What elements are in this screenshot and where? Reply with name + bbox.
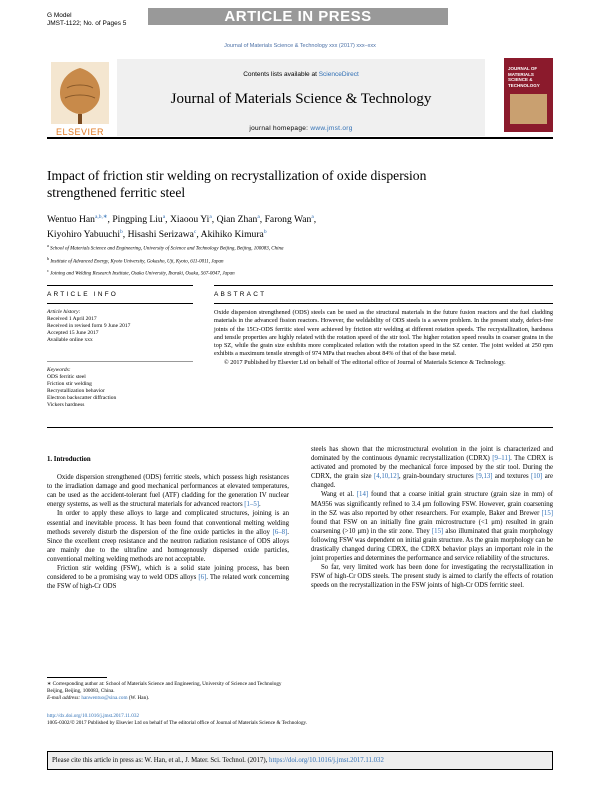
author-list	[47, 211, 467, 241]
keyword: Vickers hardness	[47, 402, 85, 408]
author-name[interactable]: Farong Wan	[264, 214, 312, 226]
citation-link[interactable]: [10]	[531, 473, 543, 481]
keyword: ODS ferritic steel	[47, 374, 86, 380]
keyword: Friction stir welding	[47, 381, 92, 387]
article-history	[47, 309, 193, 344]
paragraph	[47, 509, 289, 564]
affiliation-item	[47, 266, 517, 279]
paragraph-text: also illuminated that grain morphology following FSW was dependent on initial grain structure. As the grain morphology can be drastically changed during CDRX, the CDRX behavior plays an important role in the joint properties and determines the performance and service reliability of the structures.	[311, 527, 553, 563]
keyword: Electron backscatter diffraction	[47, 395, 117, 401]
author-name[interactable]: Kiyohiro Yabuuchi	[47, 229, 121, 241]
citation-prefix: Please cite this article in press as: W. Han, et al., J. Mater. Sci. Technol. (2017),	[52, 757, 270, 764]
keyword: Recrystallization behavior	[47, 388, 105, 394]
affiliation-text: Joining and Welding Research Institute, Osaka University, Ibaraki, Osaka, 567-0047, Japan	[50, 271, 235, 277]
author-name[interactable]: Akihiko Kimura	[200, 229, 264, 241]
email-note	[47, 695, 289, 702]
affiliation-text: School of Materials Science and Engineering, University of Science and Technology Beijing, Beijing, 100083, China	[50, 246, 284, 252]
model-label: G Model	[47, 12, 72, 19]
paragraph-text: found that a coarse initial grain structure (grain size in mm) of MA956 was significantly refined to 3.4 μm following FSW. However, grain coarsening in the SZ was also reported by other researchers. For example, Baker and Brewer	[311, 491, 554, 517]
abstract-body	[214, 309, 553, 367]
email-suffix: (W. Han).	[127, 695, 150, 701]
author-affiliation-marker[interactable]: a	[162, 214, 166, 220]
homepage-prefix: journal homepage:	[249, 125, 311, 132]
abstract-top-rule	[214, 285, 553, 286]
citation-box	[47, 751, 553, 770]
article-info-mid-rule	[47, 303, 193, 304]
affiliation-marker: a	[47, 243, 49, 248]
paragraph-text: are changed.	[311, 473, 554, 490]
author-affiliation-marker[interactable]: a,b,∗	[94, 214, 108, 220]
paragraph-text: , grain-boundary structures	[398, 473, 477, 481]
history-online: Available online xxx	[47, 337, 93, 343]
author-separator: ,	[107, 214, 113, 226]
author-name[interactable]: Xiaoou Yi	[169, 214, 210, 226]
paragraph-text: . Since the excellent creep resistance and the neutron radiation resistance of ODS alloys are mainly due to the ultrafine and homogenously dispersed oxide particles, conventional melting welding methods are not acceptable.	[47, 528, 289, 563]
footnote-rule	[47, 677, 107, 678]
affiliation-marker: b	[47, 255, 50, 261]
manuscript-id	[47, 12, 126, 28]
corresponding-author-note: ∗ Corresponding author at: School of Materials Science and Engineering, University of Science and Technology Beijing, Beijing, 100083, China.	[47, 681, 282, 694]
issn-copyright: 1005-0302/© 2017 Published by Elsevier Ltd on behalf of The editorial office of Journal of Materials Science & Technology.	[47, 720, 308, 726]
journal-title: Journal of Materials Science & Technology	[170, 91, 432, 107]
copyright-notice: © 2017 Published by Elsevier Ltd on behalf of The editorial office of Journal of Materials Science & Technology.	[224, 358, 506, 366]
citation-link[interactable]: [4,10,12]	[373, 473, 399, 481]
footnote	[47, 681, 289, 702]
paragraph-text: steels has shown that the microstructural evolution in the joint is characterized and dominated by the continuous dynamic recrystallization (CDRX)	[311, 446, 553, 463]
abstract-heading: ABSTRACT	[214, 291, 267, 298]
author-separator: ,	[122, 229, 128, 241]
citation-link[interactable]: [9–11]	[492, 455, 511, 463]
citation-link[interactable]: [15]	[541, 509, 553, 517]
citation-link[interactable]: [14]	[356, 491, 369, 499]
abstract-bottom-rule	[47, 427, 553, 428]
publisher-name: ELSEVIER	[55, 127, 105, 137]
email-label: E-mail address:	[47, 695, 82, 701]
article-info-heading: ARTICLE INFO	[47, 291, 119, 298]
title-line-1: Impact of friction stir welding on recrystallization of oxide dispersion	[47, 168, 427, 183]
author-affiliation-marker[interactable]: a	[209, 214, 212, 220]
paragraph-text: . The related work concerning the FSW of high-Cr ODS	[47, 574, 290, 591]
abstract-text: Oxide dispersion strengthened (ODS) steels can be used as the structural materials in the future fusion reactors and the fuel cladding materials in the advanced fission reactors. However, the weldability of ODS steels is a severe problem. In the present study, defect-free joints of the 15Cr-ODS ferritic steel were achieved by friction stir welding at different rotation speeds. The recrystallization, hardness and tensile properties are highly related with the rotation speed of the stir tool. The higher rotation speed results in coarser grains in the top SZ, while the grain size exhibits more complicated relation with the rotation speed in the SZ center. The joint welded at 250 rpm exhibits a maximum tensile strength of 974 MPa that reaches about 84% of that of the base metal.	[214, 309, 553, 358]
paragraph	[311, 445, 553, 490]
author-name[interactable]: Hisashi Serizawa	[127, 229, 194, 241]
paragraph-text: . The CDRX is activated and promoted by the mechanical force imposed by the stir tool. During the CDRX, the grain size	[311, 455, 553, 481]
homepage-link[interactable]: www.jmst.org	[310, 125, 353, 132]
body-right-column	[311, 445, 553, 591]
citation-link[interactable]: [9,13]	[476, 473, 493, 481]
paragraph-text: Oxide dispersion strengthened (ODS) ferritic steels, which possess high resistances to the irradiation damage and good mechanical performances at elevated temperatures, can be used as the accident-tolerant fuel (ATF) cladding for the generation IV nuclear energy systems, as well as the structural materials for advanced reactors	[47, 474, 289, 509]
author-affiliation-marker[interactable]: b	[263, 229, 267, 236]
journal-header	[47, 54, 553, 139]
keywords	[47, 367, 193, 409]
author-affiliation-marker[interactable]: a	[257, 214, 260, 220]
cover-image	[510, 94, 547, 124]
sciencedirect-link[interactable]: ScienceDirect	[318, 71, 359, 78]
paragraph-text: In order to apply these alloys to large and complicated structures, joining is an essential and inevitable process. It has been found that conventional melting welding methods severely disturb the dispersion of the fine oxide particles in the alloy	[47, 510, 289, 536]
article-info-top-rule	[47, 285, 193, 286]
keywords-label: Keywords:	[47, 367, 71, 373]
history-revised: Received in revised form 9 June 2017	[47, 323, 131, 329]
paragraph-text: Wang et al.	[321, 491, 357, 499]
paragraph	[47, 564, 289, 591]
citation-link[interactable]: [1–5]	[244, 501, 260, 509]
author-separator: ,	[196, 229, 201, 241]
affiliation-text: Institute of Advanced Energy, Kyoto University, Gokasho, Uji, Kyoto, 611-0011, Japan	[50, 259, 224, 265]
contents-line	[117, 71, 485, 78]
author-affiliation-marker[interactable]: a	[311, 214, 314, 220]
author-separator: ,	[165, 214, 170, 226]
pages-label: JMST-1122; No. of Pages 5	[47, 20, 127, 27]
cover-title: JOURNAL OF MATERIALS SCIENCE & TECHNOLOGY	[508, 66, 540, 88]
paragraph-text: found that FSW on an initially fine grain microstructure (<1 μm) resulted in grain coarsening (>10 μm) in the stir zone. They	[311, 518, 553, 535]
author-separator: ,	[259, 214, 265, 226]
affiliation-list	[47, 241, 517, 279]
paragraph-text: Friction stir welding (FSW), which is a solid state joining process, has been considered to be a promising way to weld ODS alloys	[47, 565, 289, 582]
section-heading-introduction: 1. Introduction	[47, 456, 91, 463]
journal-citation-top[interactable]: Journal of Materials Science & Technology xxx (2017) xxx–xxx	[224, 43, 376, 49]
author-separator: ,	[313, 214, 317, 226]
history-accepted: Accepted 15 June 2017	[47, 330, 99, 336]
keywords-divider	[47, 361, 193, 362]
email-link[interactable]: hanwentuo@sina.com	[81, 695, 128, 701]
author-name[interactable]: Qian Zhan	[216, 214, 258, 226]
citation-doi-link[interactable]: https://doi.org/10.1016/j.jmst.2017.11.032	[269, 757, 384, 764]
doi-link[interactable]: http://dx.doi.org/10.1016/j.jmst.2017.11.032	[47, 713, 140, 719]
history-label: Article history:	[47, 309, 81, 315]
paragraph: So far, very limited work has been done for investigating the recrystallization in FSW of high-Cr ODS steels. The present study is aimed to clarify the effects of rotation speeds on the recrystallization in the FSW joints of high-Cr ODS ferritic steel.	[311, 564, 553, 590]
author-affiliation-marker[interactable]: b	[120, 229, 123, 236]
body-left-column	[47, 455, 289, 591]
affiliation-item	[47, 241, 517, 254]
abstract-mid-rule	[214, 303, 553, 304]
paragraph: Oxide dispersion strengthened (ODS) ferritic steels, which possess high resistances to the irradiation damage and good mechanical performances at elevated temperatures, can be used as the accident-tolerant fuel (ATF) cladding for the generation IV nuclear energy systems, as well as the structural materials for advanced reactors [1–5].	[47, 474, 289, 509]
journal-info-box	[117, 59, 485, 136]
citation-link[interactable]: [6–8]	[272, 528, 288, 536]
author-affiliation-marker[interactable]: c	[193, 229, 197, 236]
affiliation-item	[47, 254, 517, 267]
citation-link[interactable]: [6]	[198, 574, 207, 582]
elsevier-tree-logo	[47, 58, 113, 132]
journal-cover	[504, 58, 553, 132]
citation-link[interactable]: [15]	[431, 527, 444, 535]
author-name[interactable]: Pingping Liu	[112, 214, 163, 226]
author-separator: ,	[211, 214, 217, 226]
title-line-2: strengthened ferritic steel	[47, 185, 186, 200]
contents-prefix: Contents lists available at	[243, 71, 319, 78]
paragraph	[311, 490, 553, 563]
history-received: Received 1 April 2017	[47, 316, 97, 322]
author-name[interactable]: Wentuo Han	[47, 214, 95, 226]
article-in-press-banner: ARTICLE IN PRESS	[148, 8, 448, 25]
affiliation-marker: c	[47, 268, 49, 274]
homepage-line	[117, 125, 485, 132]
article-title	[47, 167, 467, 201]
paragraph-text: and textures	[492, 473, 531, 481]
